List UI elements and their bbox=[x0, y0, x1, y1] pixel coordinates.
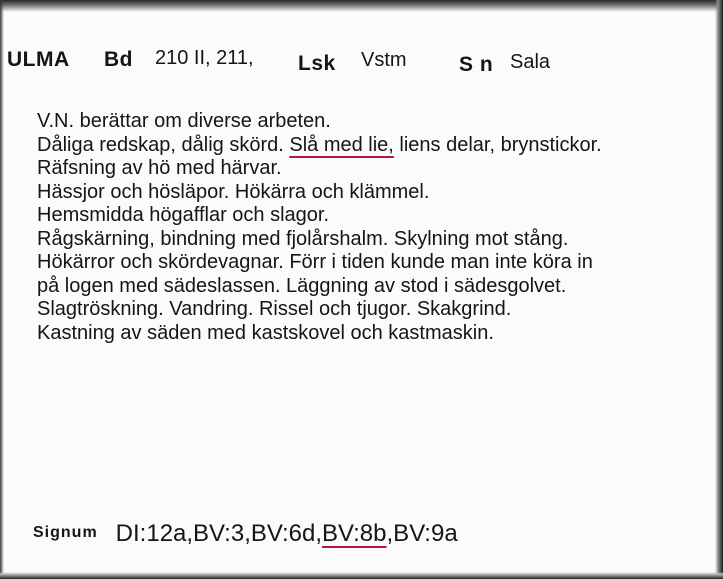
card-body bbox=[37, 110, 697, 345]
lsk-label: Lsk bbox=[298, 52, 336, 75]
sn-value: Sala bbox=[510, 51, 551, 73]
signum-codes bbox=[116, 520, 458, 547]
bd-value: 210 II, 211, bbox=[155, 47, 254, 69]
ulma-label: ULMA bbox=[7, 48, 70, 71]
body-line: Hökärror och skördevagnar. Förr i tiden kunde man inte köra in bbox=[37, 251, 593, 273]
lsk-value: Vstm bbox=[361, 49, 407, 71]
body-line: Kastning av säden med kastskovel och kastmaskin. bbox=[37, 321, 494, 344]
signum-label: Signum bbox=[33, 524, 98, 541]
body-line: Rågskärning, bindning med fjolårshalm. Skylning mot stång. bbox=[37, 227, 569, 250]
body-line: Hemsmidda högafflar och slagor. bbox=[37, 204, 330, 226]
sn-label: S n bbox=[459, 53, 494, 76]
underlined-signum-code: BV:8b bbox=[322, 520, 387, 547]
scan-edge-top bbox=[0, 0, 723, 12]
scan-edge-right bbox=[715, 0, 723, 579]
body-line-text: Dåliga redskap, dålig skörd. bbox=[37, 133, 290, 156]
scan-edge-left bbox=[0, 0, 4, 579]
signum-codes-text: ,BV:9a bbox=[386, 520, 458, 547]
signum-codes-text: DI:12a,BV:3,BV:6d, bbox=[115, 520, 323, 547]
body-line-text: liens delar, brynstickor. bbox=[393, 133, 602, 156]
body-line: Slagtröskning. Vandring. Rissel och tjugor. Skakgrind. bbox=[37, 298, 512, 320]
body-line: V.N. berättar om diverse arbeten. bbox=[37, 110, 331, 132]
body-line: Räfsning av hö med härvar. bbox=[37, 157, 282, 179]
scan-edge-bottom bbox=[0, 572, 723, 579]
signum-row bbox=[33, 520, 458, 548]
bd-label: Bd bbox=[104, 48, 133, 71]
body-line bbox=[37, 134, 697, 158]
card-header bbox=[0, 44, 723, 84]
underlined-phrase: Slå med lie, bbox=[289, 133, 394, 156]
body-line: Hässjor och hösläpor. Hökärra och klämmel. bbox=[37, 180, 430, 203]
body-line: på logen med sädeslassen. Läggning av stod i sädesgolvet. bbox=[37, 274, 567, 297]
